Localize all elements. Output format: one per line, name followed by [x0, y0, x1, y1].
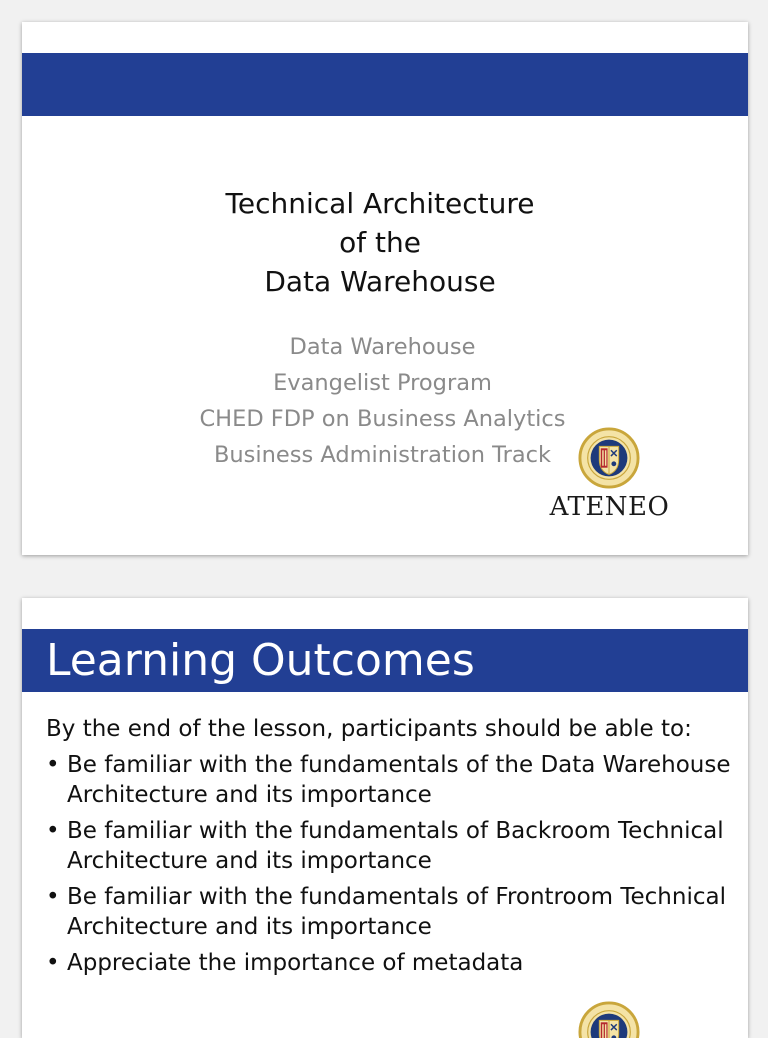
ateneo-seal-icon: [578, 1001, 640, 1038]
ateneo-seal-icon: [578, 427, 640, 489]
bullet-icon: •: [46, 950, 60, 976]
slide-title: [22, 184, 738, 301]
list-item: [46, 948, 736, 978]
list-item-text: Appreciate the importance of metadata: [67, 950, 524, 976]
subtitle-line: Data Warehouse: [289, 334, 476, 360]
bullet-icon: •: [46, 752, 60, 778]
subtitle-line: Business Administration Track: [213, 442, 552, 468]
bullet-icon: •: [46, 884, 60, 910]
subtitle-line: Evangelist Program: [273, 370, 492, 396]
slide-body: [46, 714, 736, 984]
list-item-text: Be familiar with the fundamentals of Backroom Technical Architecture and its importance: [67, 818, 724, 874]
slide-title-line: Data Warehouse: [264, 265, 496, 298]
intro-text: By the end of the lesson, participants should be able to:: [46, 716, 692, 742]
learning-outcomes-slide: [22, 598, 748, 1038]
ateneo-logo-text: ATENEO: [549, 492, 670, 522]
list-item-text: Be familiar with the fundamentals of the Data Warehouse Architecture and its importance: [67, 752, 731, 808]
bullet-icon: •: [46, 818, 60, 844]
outcomes-list: [46, 750, 736, 978]
header-bar: [22, 53, 748, 116]
slide-title-line: of the: [339, 226, 421, 259]
slide-title: Learning Outcomes: [46, 635, 475, 686]
slide-title-line: Technical Architecture: [225, 187, 535, 220]
list-item: [46, 816, 736, 876]
title-slide: [22, 22, 748, 555]
subtitle-line: CHED FDP on Business Analytics: [199, 406, 566, 432]
list-item: [46, 882, 736, 942]
list-item-text: Be familiar with the fundamentals of Frontroom Technical Architecture and its importance: [67, 884, 726, 940]
list-item: [46, 750, 736, 810]
